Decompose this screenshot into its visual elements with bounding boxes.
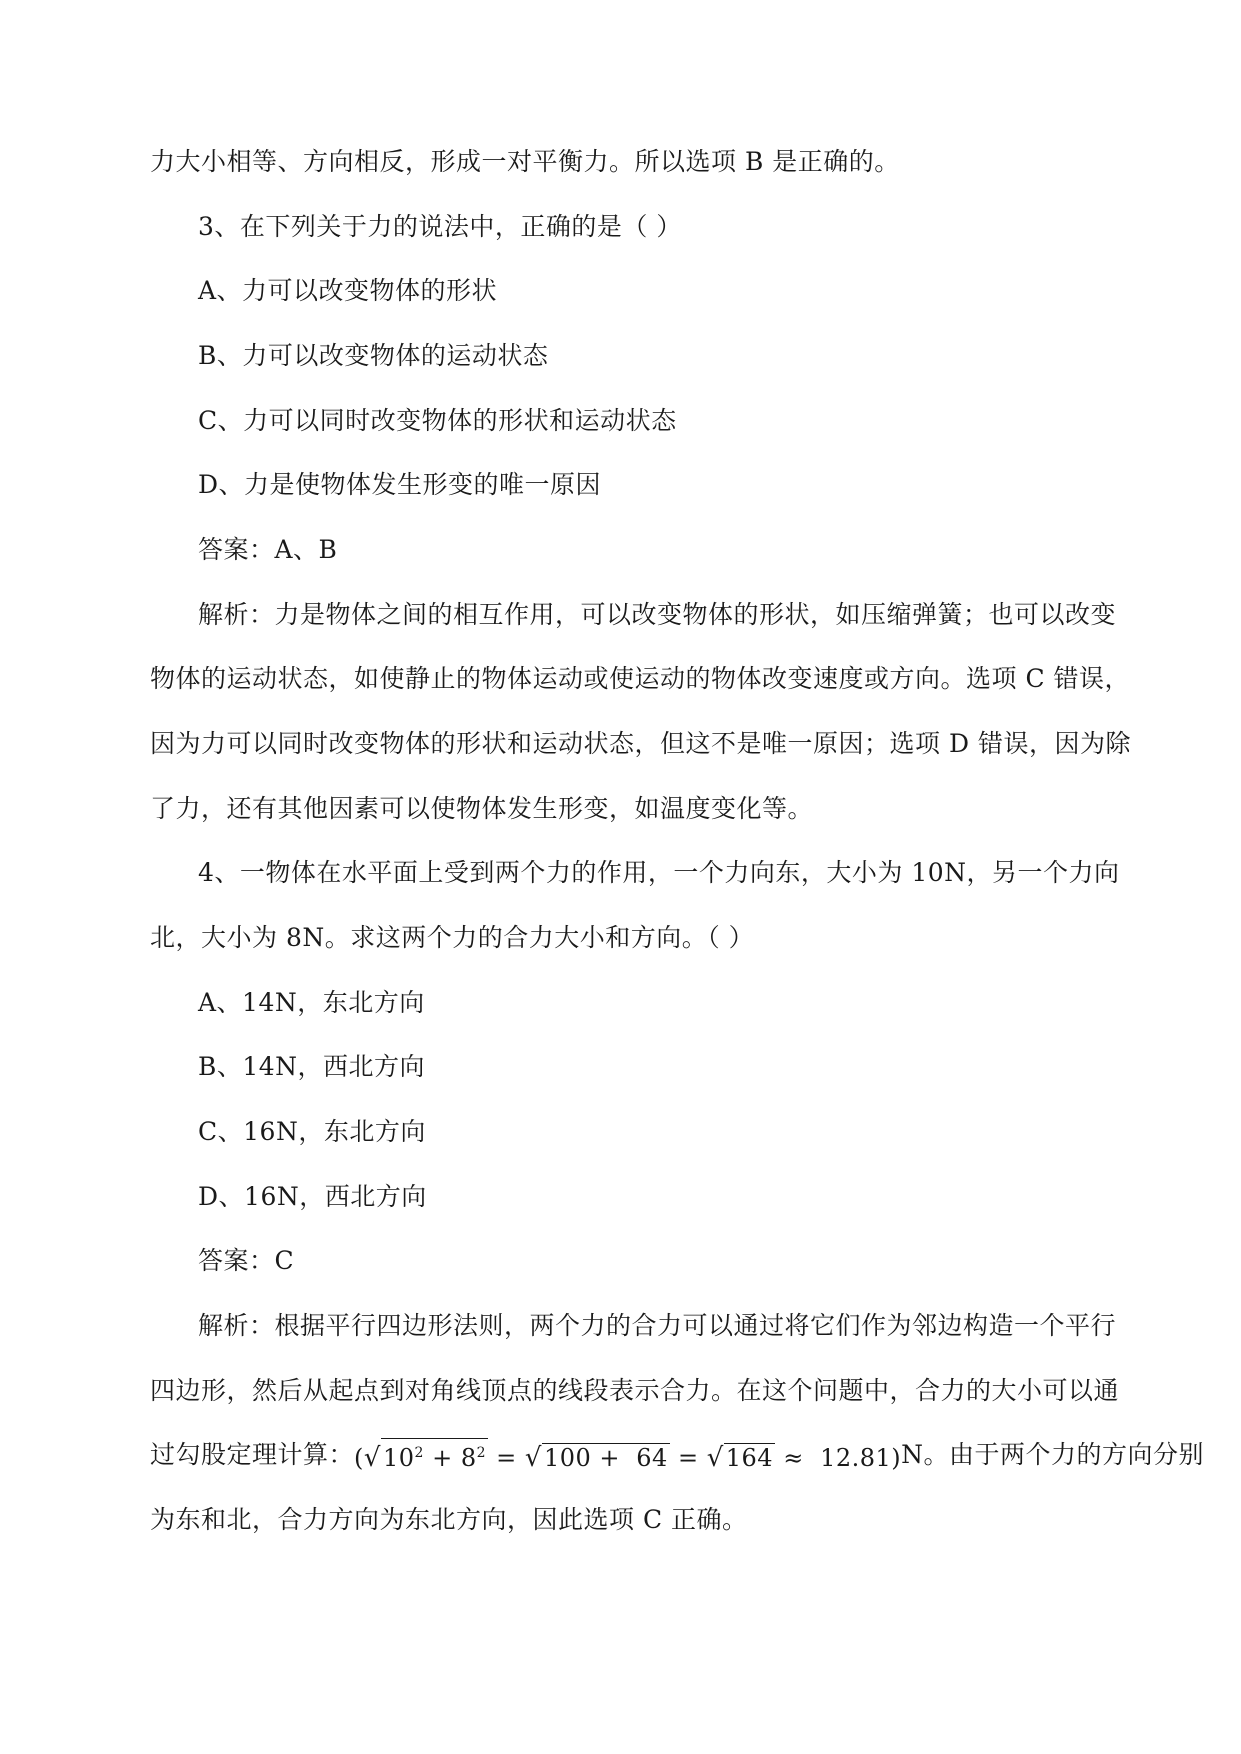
analysis-line: 因为力可以同时改变物体的形状和运动状态，但这不是唯一原因；选项 D 错误，因为除 [150,729,1131,758]
question-3: 3、在下列关于力的说法中，正确的是（ ） [198,212,682,241]
formula-suffix: N。由于两个力的方向分别 [901,1440,1205,1469]
option-c: C、力可以同时改变物体的形状和运动状态 [198,406,677,435]
sqrt-icon: √ [706,1443,724,1473]
formula [354,1438,901,1475]
formula-prefix: 过勾股定理计算： [150,1440,355,1469]
option-b: B、力可以改变物体的运动状态 [198,341,549,370]
answer: 答案：A、B [198,535,338,564]
sqrt-icon: √ [363,1443,381,1473]
question-4: 4、一物体在水平面上受到两个力的作用，一个力向东，大小为 10N，另一个力向 [198,858,1120,887]
paragraph-line: 力大小相等、方向相反，形成一对平衡力。所以选项 B 是正确的。 [150,147,900,176]
radicand-3: 164 [725,1444,774,1472]
equals-1: = [488,1444,525,1472]
answer: 答案：C [198,1246,295,1275]
analysis-line: 解析：根据平行四边形法则，两个力的合力可以通过将它们作为邻边构造一个平行 [198,1311,1117,1340]
radicand-2: 100 + 64 [543,1444,668,1472]
analysis-line: 物体的运动状态，如使静止的物体运动或使运动的物体改变速度或方向。选项 C 错误， [150,664,1131,693]
formula-line [150,1438,1205,1475]
analysis-line: 为东和北，合力方向为东北方向，因此选项 C 正确。 [150,1505,748,1534]
option-c: C、16N，东北方向 [198,1117,426,1146]
formula-open: ( [354,1444,364,1472]
question-4-cont: 北，大小为 8N。求这两个力的合力大小和方向。（ ） [150,923,755,952]
sqrt-icon: √ [524,1443,542,1473]
equals-2: = [669,1444,707,1472]
radicand-1: $10^2 + 8^2$ [381,1438,488,1472]
analysis-line: 了力，还有其他因素可以使物体发生形变，如温度变化等。 [150,794,814,823]
option-a: A、力可以改变物体的形状 [198,276,498,305]
option-d: D、力是使物体发生形变的唯一原因 [198,470,602,499]
option-b: B、14N，西北方向 [198,1052,426,1081]
option-d: D、16N，西北方向 [198,1182,427,1211]
option-a: A、14N，东北方向 [198,988,425,1017]
approx-value: ≈ 12.81) [775,1444,902,1472]
analysis-line: 解析：力是物体之间的相互作用，可以改变物体的形状，如压缩弹簧；也可以改变 [198,600,1117,629]
analysis-line: 四边形，然后从起点到对角线顶点的线段表示合力。在这个问题中，合力的大小可以通 [150,1376,1120,1405]
